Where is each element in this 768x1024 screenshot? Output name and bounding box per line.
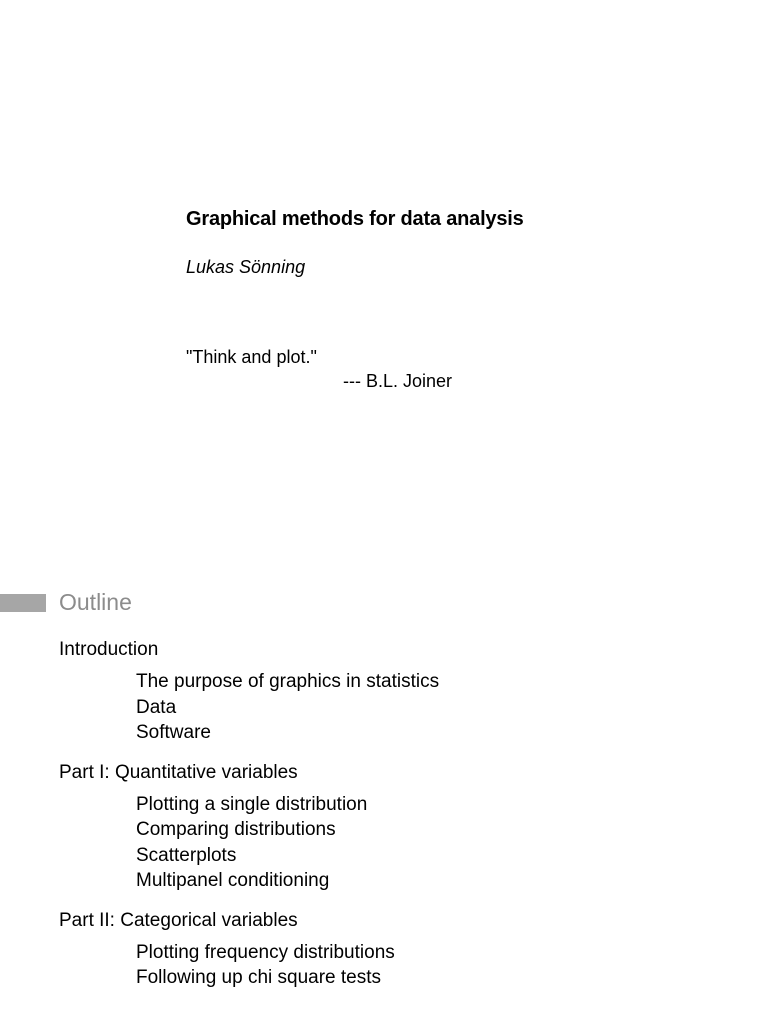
outline-heading: Outline — [59, 589, 132, 615]
section-title: Part I: Quantitative variables — [59, 761, 298, 783]
epigraph-quote: "Think and plot." — [186, 347, 317, 367]
list-item: Data — [136, 696, 177, 718]
outline-section-introduction — [59, 637, 759, 746]
section-title: Part II: Categorical variables — [59, 909, 298, 931]
section-title: Introduction — [59, 639, 159, 660]
outline-section-part-1 — [59, 760, 759, 894]
document-title: Graphical methods for data analysis — [186, 208, 524, 230]
list-item: Plotting a single distribution — [136, 793, 368, 815]
epigraph-attribution: --- B.L. Joiner — [343, 371, 453, 391]
outline-section-part-2 — [59, 908, 759, 991]
list-item: Scatterplots — [136, 844, 237, 866]
outline-list — [59, 637, 759, 1005]
list-item: Multipanel conditioning — [136, 870, 330, 891]
list-item: Following up chi square tests — [136, 967, 382, 988]
section-items — [136, 792, 759, 894]
section-items — [136, 940, 759, 991]
list-item: Plotting frequency distributions — [136, 941, 395, 963]
list-item: The purpose of graphics in statistics — [136, 671, 440, 692]
outline-accent-bar — [0, 594, 46, 612]
section-items — [136, 669, 759, 746]
list-item: Comparing distributions — [136, 819, 336, 840]
list-item: Software — [136, 722, 211, 743]
title-block — [186, 205, 746, 393]
document-author: Lukas Sönning — [186, 257, 306, 277]
